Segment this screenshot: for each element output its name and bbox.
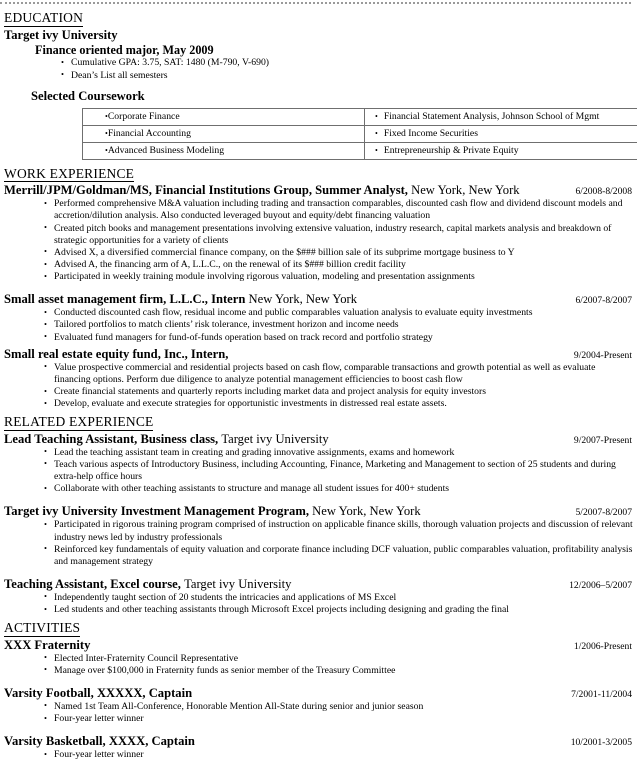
activity-date: 7/2001-11/2004: [571, 689, 632, 700]
section-activities: [4, 619, 633, 761]
table-row: [83, 125, 637, 142]
list-item: • Elected Inter-Fraternity Council Representative: [44, 653, 633, 665]
experience-entry-header: [4, 432, 633, 447]
experience-date: 9/2004-Present: [573, 349, 632, 361]
activity-bullet-list: [44, 653, 633, 677]
activity-entry-header: [4, 686, 633, 701]
experience-entry-header: [4, 292, 633, 307]
activity-bullet-list: [44, 701, 633, 725]
education-school: Target ivy University: [4, 27, 118, 42]
experience-title-location: Target ivy University: [221, 431, 329, 446]
list-item: • Conducted discounted cash flow, residual income and public comparables valuation analysis to evaluate equity investments: [44, 307, 633, 319]
section-education: [4, 9, 633, 160]
list-item: • Advised A, the financing arm of A, L.L.C., on the renewal of its $### billion credit facility: [44, 259, 633, 271]
section-education-heading-wrap: [4, 9, 633, 28]
spacer: [4, 568, 633, 577]
bullet-icon: [375, 111, 384, 122]
education-degree: Finance oriented major, May 2009: [35, 42, 214, 57]
coursework-cell-right: [365, 108, 637, 125]
activity-title: Varsity Football, XXXXX, Captain: [4, 686, 193, 700]
list-item: • Four-year letter winner: [44, 713, 633, 725]
list-item: • Independently taught section of 20 students the intricacies and applications of MS Excel: [44, 592, 633, 604]
list-item: • Participated in rigorous training program comprised of instruction on applicable finance skills, thorough valuation projects and discussion of relevant industry news led by industry professionals: [44, 519, 633, 543]
spacer: [4, 82, 633, 89]
experience-title: [4, 432, 337, 447]
experience-title-bold: Merrill/JPM/Goldman/MS, Financial Institutions Group, Summer Analyst,: [4, 183, 408, 198]
section-heading-activities: ACTIVITIES: [4, 620, 81, 636]
coursework-label: Financial Statement Analysis, Johnson School of Mgmt: [383, 110, 600, 122]
section-activities-heading-wrap: [4, 619, 633, 638]
experience-date: 6/2007-8/2007: [575, 295, 632, 307]
section-work-heading-wrap: [4, 165, 633, 184]
page-top-rule: [0, 2, 631, 4]
coursework-label: Fixed Income Securities: [383, 127, 478, 139]
experience-date: 12/2006–5/2007: [569, 580, 632, 592]
list-item: • Value prospective commercial and residential projects based on cash flow, comparable transactions and growth potential as well as evaluate financing options. Perform due diligence to analyze potential management efficiencies to boost cash flow: [44, 362, 633, 386]
list-item: • Four-year letter winner: [44, 749, 633, 761]
spacer: [4, 677, 633, 686]
resume-content: [4, 9, 633, 761]
bullet-icon: [375, 145, 384, 156]
education-bullet-list: [61, 57, 633, 81]
list-item: • Create financial statements and quarterly reports including market data and project analysis for equity investors: [44, 386, 633, 398]
list-item: • Advised X, a diversified commercial finance company, on the $### billion sale of its subprime mortgage business to Y: [44, 247, 633, 259]
section-heading-work-experience: WORK EXPERIENCE: [4, 165, 135, 181]
coursework-cell-left: [83, 142, 365, 159]
experience-title-bold: Small real estate equity fund, Inc., Intern,: [4, 346, 229, 361]
list-item: • Collaborate with other teaching assistants to structure and manage all student issues for 400+ students: [44, 483, 633, 495]
table-row: [83, 142, 637, 159]
activity-title: Varsity Basketball, XXXX, Captain: [4, 734, 195, 749]
spacer: [4, 283, 633, 292]
experience-title: [4, 347, 236, 362]
experience-title-location: Target ivy University: [184, 577, 292, 592]
experience-bullet-list: [44, 307, 633, 344]
list-item: • Manage over $100,000 in Fraternity funds as senior member of the Treasury Committee: [44, 665, 633, 677]
coursework-label: Entrepreneurship & Private Equity: [383, 144, 519, 156]
experience-entry-header: [4, 504, 633, 519]
list-item: • Reinforced key fundamentals of equity valuation and corporate finance including DCF valuation, public comparables valuation, profitability analysis and management strategy: [44, 544, 633, 568]
coursework-cell-left: [83, 125, 365, 142]
experience-bullet-list: [44, 362, 633, 411]
experience-entry-header: [4, 183, 633, 198]
coursework-label: Corporate Finance: [107, 110, 180, 122]
activity-entry-header: [4, 734, 633, 749]
experience-title: [4, 577, 299, 592]
coursework-label: Advanced Business Modeling: [107, 144, 225, 156]
activity-bullet-list: [44, 749, 633, 761]
section-heading-related-experience: RELATED EXPERIENCE: [4, 414, 154, 430]
experience-title-bold: Lead Teaching Assistant, Business class,: [4, 431, 219, 446]
list-item: • Participated in weekly training module involving rigorous valuation, modeling and presentation assignments: [44, 271, 633, 283]
experience-date: 9/2007-Present: [573, 434, 632, 446]
list-item: • Lead the teaching assistant team in creating and grading innovative assignments, exams and homework: [44, 447, 633, 459]
list-item: • Cumulative GPA: 3.75, SAT: 1480 (M-790, V-690): [61, 57, 633, 69]
coursework-label: Financial Accounting: [107, 127, 191, 139]
coursework-cell-right: [365, 125, 637, 142]
section-related-heading-wrap: [4, 413, 633, 432]
experience-title-bold: Teaching Assistant, Excel course,: [4, 577, 181, 592]
list-item: • Created pitch books and management presentations involving extensive valuation, industry research, capital markets analysis and breakdown of strategic opportunities for a variety of clients: [44, 223, 633, 247]
list-item: • Dean’s List all semesters: [61, 70, 633, 82]
activity-title: XXX Fraternity: [4, 637, 91, 652]
experience-title-location: New York, New York: [411, 183, 520, 198]
list-item: • Develop, evaluate and execute strategies for opportunistic investments in distressed real estate assets.: [44, 398, 633, 410]
experience-title: [4, 183, 528, 198]
experience-bullet-list: [44, 592, 633, 616]
activity-date: 1/2006-Present: [573, 640, 632, 652]
spacer: [4, 495, 633, 504]
experience-title: [4, 292, 365, 307]
activity-date: 10/2001-3/2005: [570, 737, 632, 749]
experience-bullet-list: [44, 198, 633, 283]
activity-entry-header: [4, 638, 633, 653]
experience-entry-header: [4, 577, 633, 592]
experience-date: 6/2008-8/2008: [575, 186, 632, 198]
list-item: • Teach various aspects of Introductory Business, including Accounting, Finance, Marketing and Management to section of 25 students and during extra-help office hours: [44, 459, 633, 483]
spacer: [4, 725, 633, 734]
experience-title-location: New York, New York: [248, 292, 357, 307]
section-heading-education: EDUCATION: [4, 10, 84, 25]
coursework-cell-right: [365, 142, 637, 159]
experience-title-bold: Target ivy University Investment Management Program,: [4, 504, 309, 519]
experience-bullet-list: [44, 519, 633, 568]
coursework-cell-left: [83, 108, 365, 125]
list-item: • Led students and other teaching assistants through Microsoft Excel projects including designing and grading the final: [44, 604, 633, 616]
list-item: • Evaluated fund managers for fund-of-funds operation based on track record and portfolio strategy: [44, 332, 633, 344]
list-item: • Performed comprehensive M&A valuation including trading and transaction comparables, discounted cash flow and dividend discount models and accretion/dilution analysis. Also conducted leveraged buyout and equity/debt financing valuation: [44, 198, 633, 222]
bullet-icon: [375, 128, 384, 139]
experience-title: [4, 504, 429, 519]
table-row: [83, 108, 637, 125]
experience-title-location: New York, New York: [312, 504, 421, 519]
list-item: • Tailored portfolios to match clients’ risk tolerance, investment horizon and income needs: [44, 319, 633, 331]
experience-title-bold: Small asset management firm, L.L.C., Intern: [4, 292, 246, 307]
list-item: • Named 1st Team All-Conference, Honorable Mention All-State during senior and junior season: [44, 701, 633, 713]
coursework-table: [82, 108, 637, 160]
experience-date: 5/2007-8/2007: [575, 507, 632, 519]
section-related-experience: [4, 413, 633, 616]
experience-bullet-list: [44, 447, 633, 496]
coursework-heading: Selected Coursework: [31, 88, 145, 103]
experience-entry-header: [4, 347, 633, 362]
section-work-experience: [4, 165, 633, 411]
